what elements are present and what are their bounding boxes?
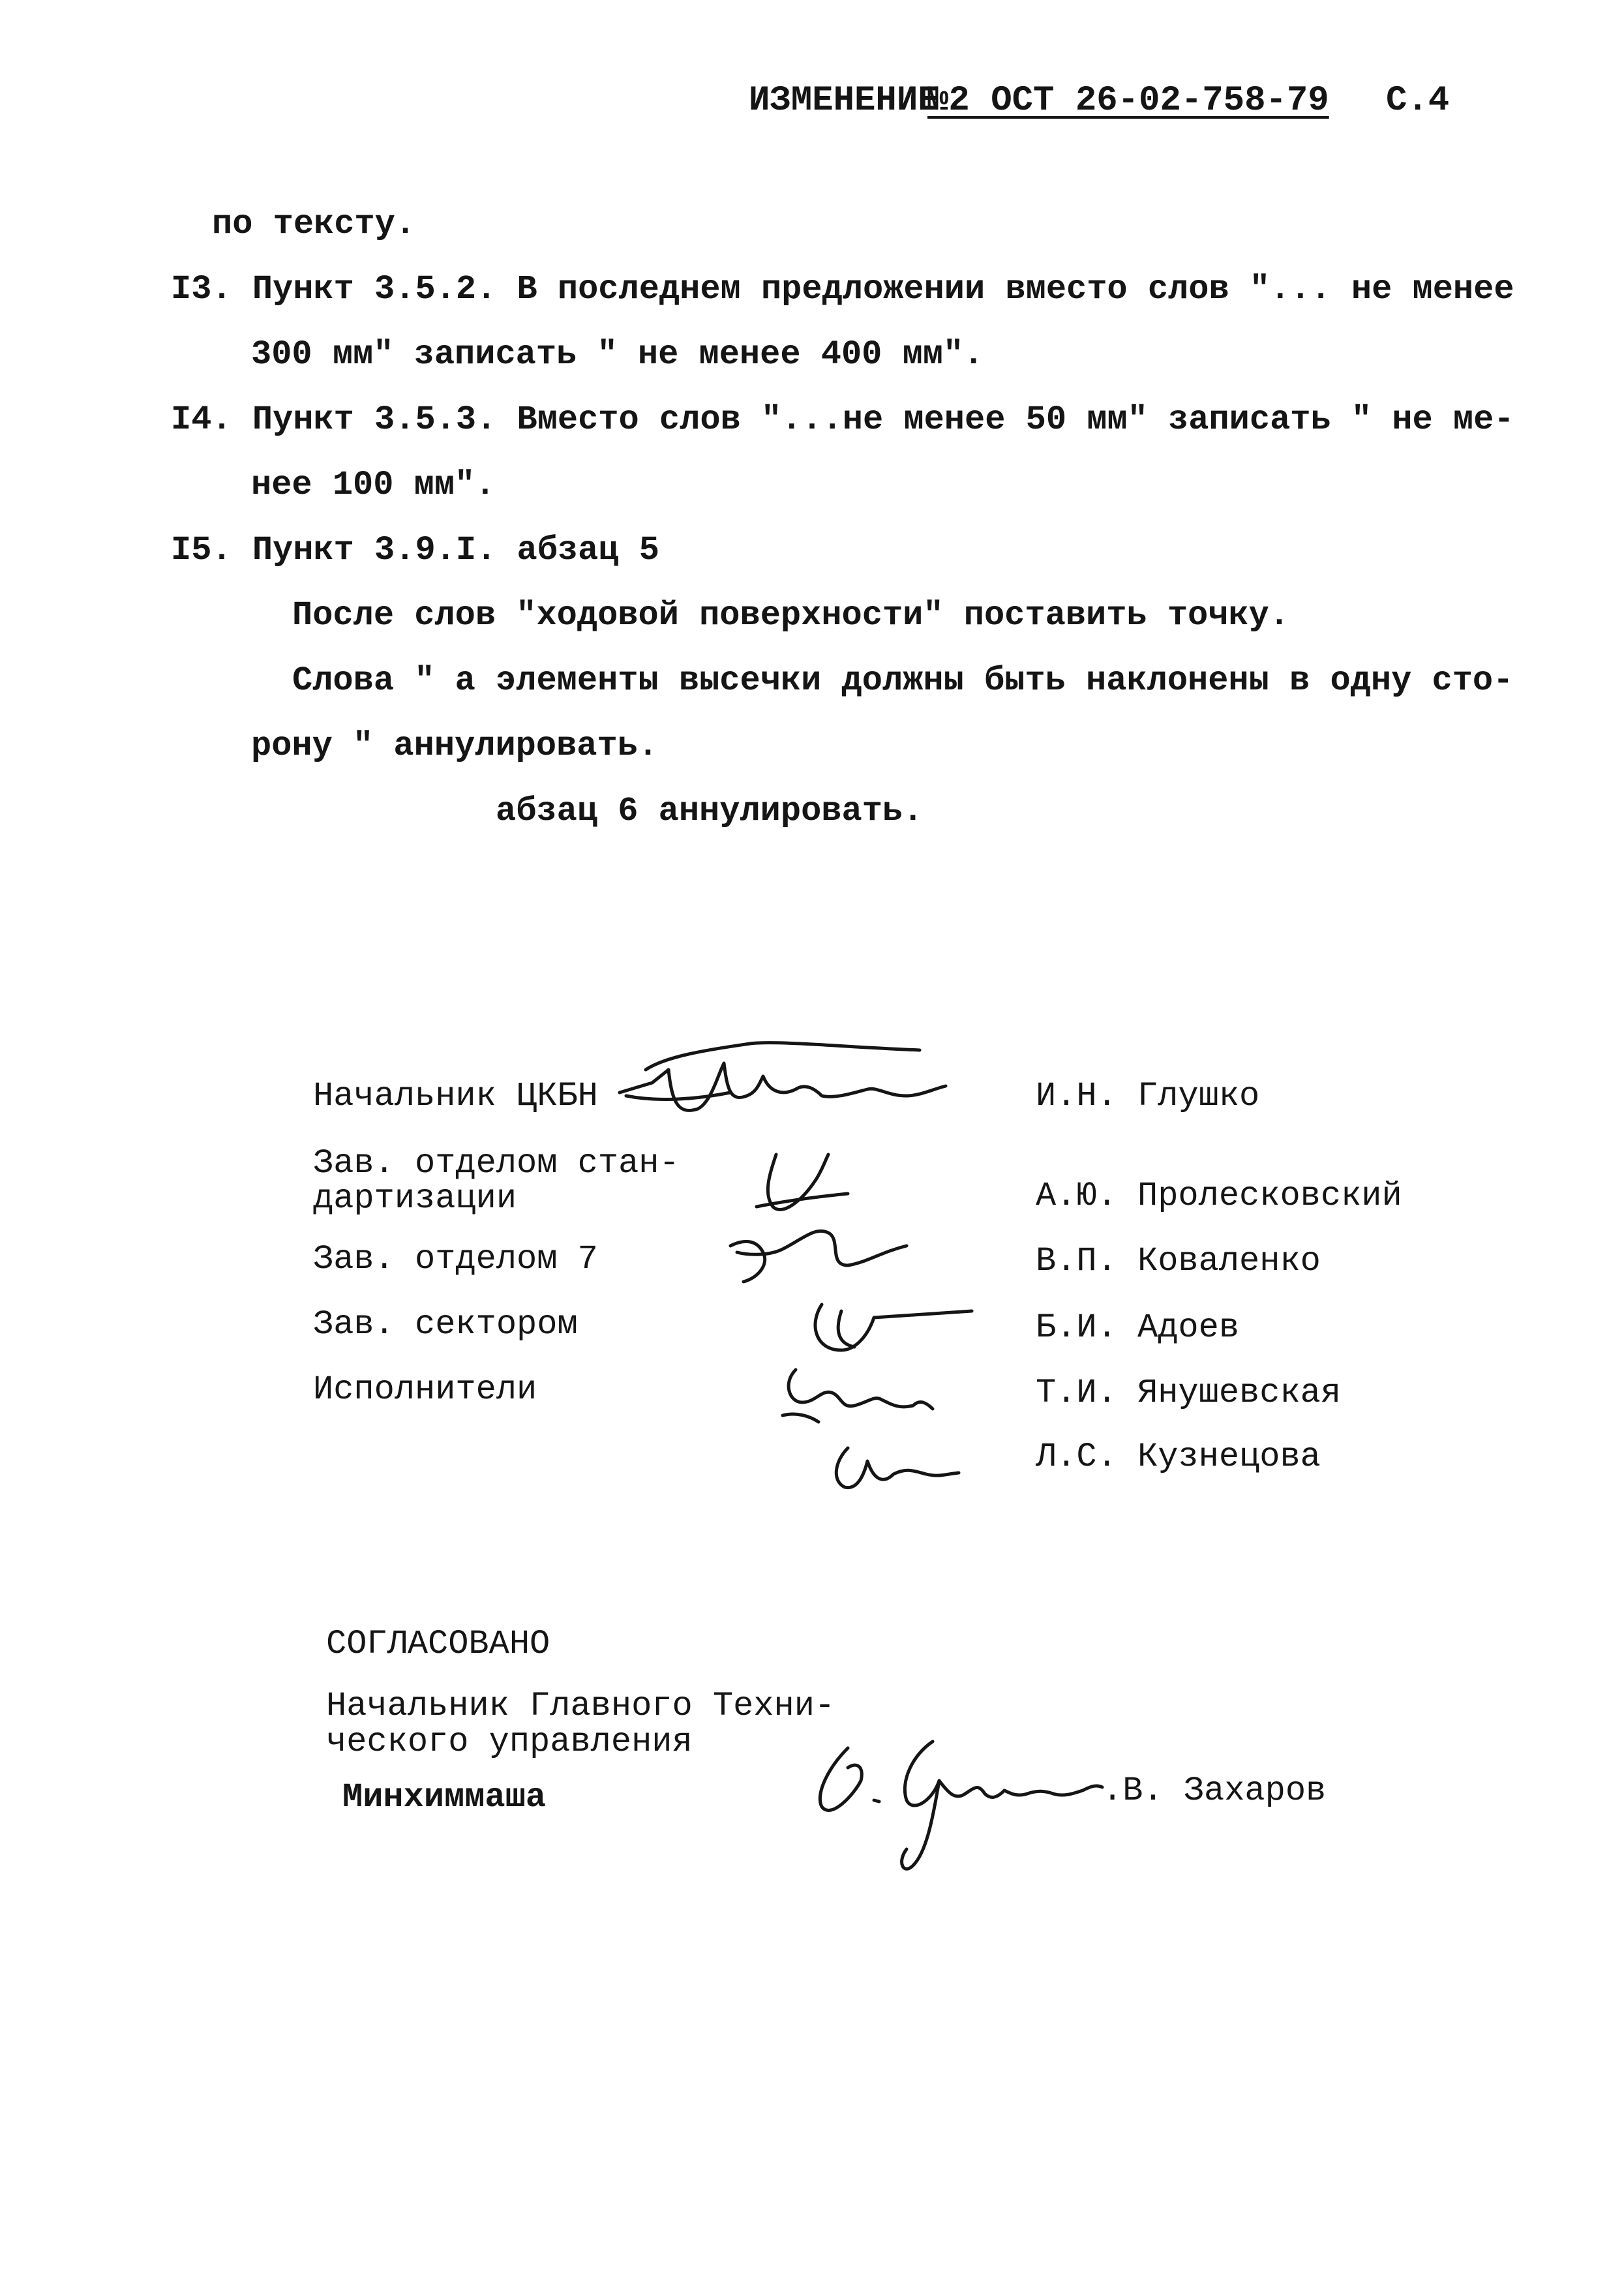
signer-role-2-cont: дартизации: [313, 1179, 517, 1218]
signer-role-1: Начальник ЦКБН: [313, 1077, 598, 1115]
signer-role-2: Зав. отделом стан-: [313, 1144, 680, 1183]
approval-line-3: Минхиммаша: [342, 1778, 547, 1817]
handwritten-signatures: [607, 1031, 1024, 1513]
header-doc-id: №2 ОСТ 26-02-758-79: [927, 81, 1329, 121]
item-15-paragraph-2-line-2: рону " аннулировать.: [251, 727, 659, 765]
signer-name-6: Л.С. Кузнецова: [1036, 1438, 1321, 1476]
item-15-paragraph-1: После слов "ходовой поверхности" поставить точку.: [292, 596, 1290, 635]
approval-line-1: Начальник Главного Техни-: [326, 1687, 835, 1725]
item-13-line-1: I3. Пункт 3.5.2. В последнем предложении вместо слов "... не менее: [171, 270, 1514, 309]
item-14-line-2: нее 100 мм".: [251, 466, 496, 504]
signer-role-5: Исполнители: [313, 1370, 537, 1409]
item-14-line-1: I4. Пункт 3.5.3. Вместо слов "...не менее 50 мм" записать " не ме-: [171, 400, 1514, 439]
signer-role-4: Зав. сектором: [313, 1305, 578, 1344]
approval-name: .В. Захаров: [1102, 1772, 1327, 1810]
item-15-paragraph-3: абзац 6 аннулировать.: [496, 792, 924, 830]
signer-role-3: Зав. отделом 7: [313, 1240, 598, 1278]
header-page-number: С.4: [1386, 81, 1450, 121]
item-15-line-1: I5. Пункт 3.9.I. абзац 5: [171, 531, 659, 569]
approval-signature: [802, 1728, 1115, 1879]
approval-line-2: ческого управления: [326, 1723, 693, 1761]
signer-name-2: А.Ю. Пролесковский: [1036, 1177, 1402, 1215]
header-prefix: ИЗМЕНЕНИЕ: [749, 81, 939, 121]
item-15-paragraph-2-line-1: Слова " а элементы высечки должны быть наклонены в одну сто-: [292, 661, 1514, 700]
signer-name-4: Б.И. Адоев: [1036, 1308, 1240, 1347]
body-continuation: по тексту.: [212, 205, 416, 243]
signer-name-5: Т.И. Янушевская: [1036, 1374, 1342, 1412]
item-13-line-2: 300 мм" записать " не менее 400 мм".: [251, 335, 984, 374]
signer-name-1: И.Н. Глушко: [1036, 1077, 1260, 1115]
signer-name-3: В.П. Коваленко: [1036, 1242, 1321, 1280]
approval-heading: СОГЛАСОВАНО: [326, 1625, 550, 1663]
